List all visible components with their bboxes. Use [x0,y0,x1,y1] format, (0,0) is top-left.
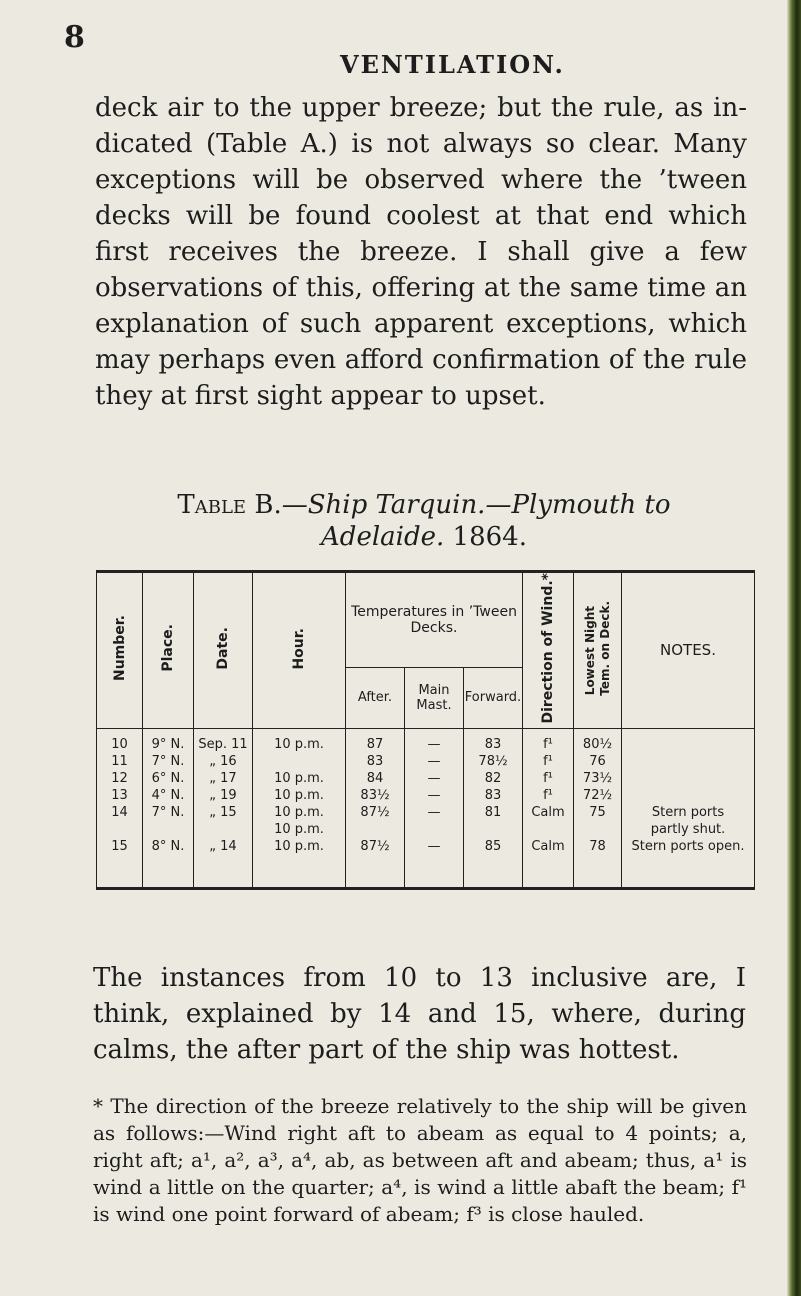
header-after: After. [346,668,405,728]
header-main-mast: Main Mast. [405,668,464,728]
table-label: Table B. [177,490,282,520]
table-row: 14 7° N. „ 15 10 p.m. 87½ — 81 Calm 75 Stern ports [97,805,755,822]
header-lowest-line1: Lowest Night [582,606,597,696]
header-temperatures: Temperatures in ’Tween Decks. [346,572,523,668]
header-number: Number. [97,572,143,729]
table-row: 12 6° N. „ 17 10 p.m. 84 — 82 f¹ 73½ [97,771,755,788]
header-direction: Direction of Wind.* [523,572,574,729]
header-lowest-night [574,572,622,729]
caption-ship: —Ship Tarquin. [281,490,486,520]
table-row: 10 9° N. Sep. 11 10 p.m. 87 — 83 f¹ 80½ [97,728,755,754]
intro-paragraph: deck air to the upper breeze; but the rule, as indicated (Table A.) is not always so clear. Many exceptions will be observed where the ’tween decks will be found coolest at that end which first receives the breeze. I shall give a few observations of this, offering at the same time an explanation of such apparent exceptions, which may perhaps even afford confirmation of the rule they at first sight appear to upset. [95,93,747,411]
after-paragraph: The instances from 10 to 13 inclusive are, I think, explained by 14 and 15, where, during calms, the after part of the ship was hottest. [93,963,746,1065]
page-number: 8 [64,20,85,55]
table-row: 15 8° N. „ 14 10 p.m. 87½ — 85 Calm 78 Stern ports open. [97,839,755,889]
caption-year: 1864. [452,522,527,552]
running-head: VENTILATION. [340,50,565,79]
data-table [96,570,755,890]
table-row: 13 4° N. „ 19 10 p.m. 83½ — 83 f¹ 72½ [97,788,755,805]
table-row: 10 p.m. partly shut. [97,822,755,839]
table-row: 11 7° N. „ 16 83 — 78½ f¹ 76 [97,754,755,771]
page-edge-binding [787,0,801,1296]
data-table-container [96,570,755,948]
table-caption [94,490,754,520]
table-caption-line2 [94,522,754,552]
caption-route2: Adelaide. [321,522,445,552]
header-date: Date. [194,572,253,729]
header-place: Place. [143,572,194,729]
header-forward: Forward. [464,668,523,728]
header-lowest-line2: Tem. on Deck. [597,600,612,696]
caption-route: —Plymouth to [485,490,671,520]
header-notes: NOTES. [622,572,755,729]
footnote: * The direction of the breeze relatively to the ship will be given as follows:—Wind right aft to abeam as equal to 4 points; a, right aft; a¹, a², a³, a⁴, ab, as between aft and abeam; thus, a¹ is wind a little on the quarter; a⁴, is wind a little abaft the beam; f¹ is wind one point forward of abeam; f³ is close hauled. [93,1094,747,1226]
header-hour: Hour. [253,572,346,729]
